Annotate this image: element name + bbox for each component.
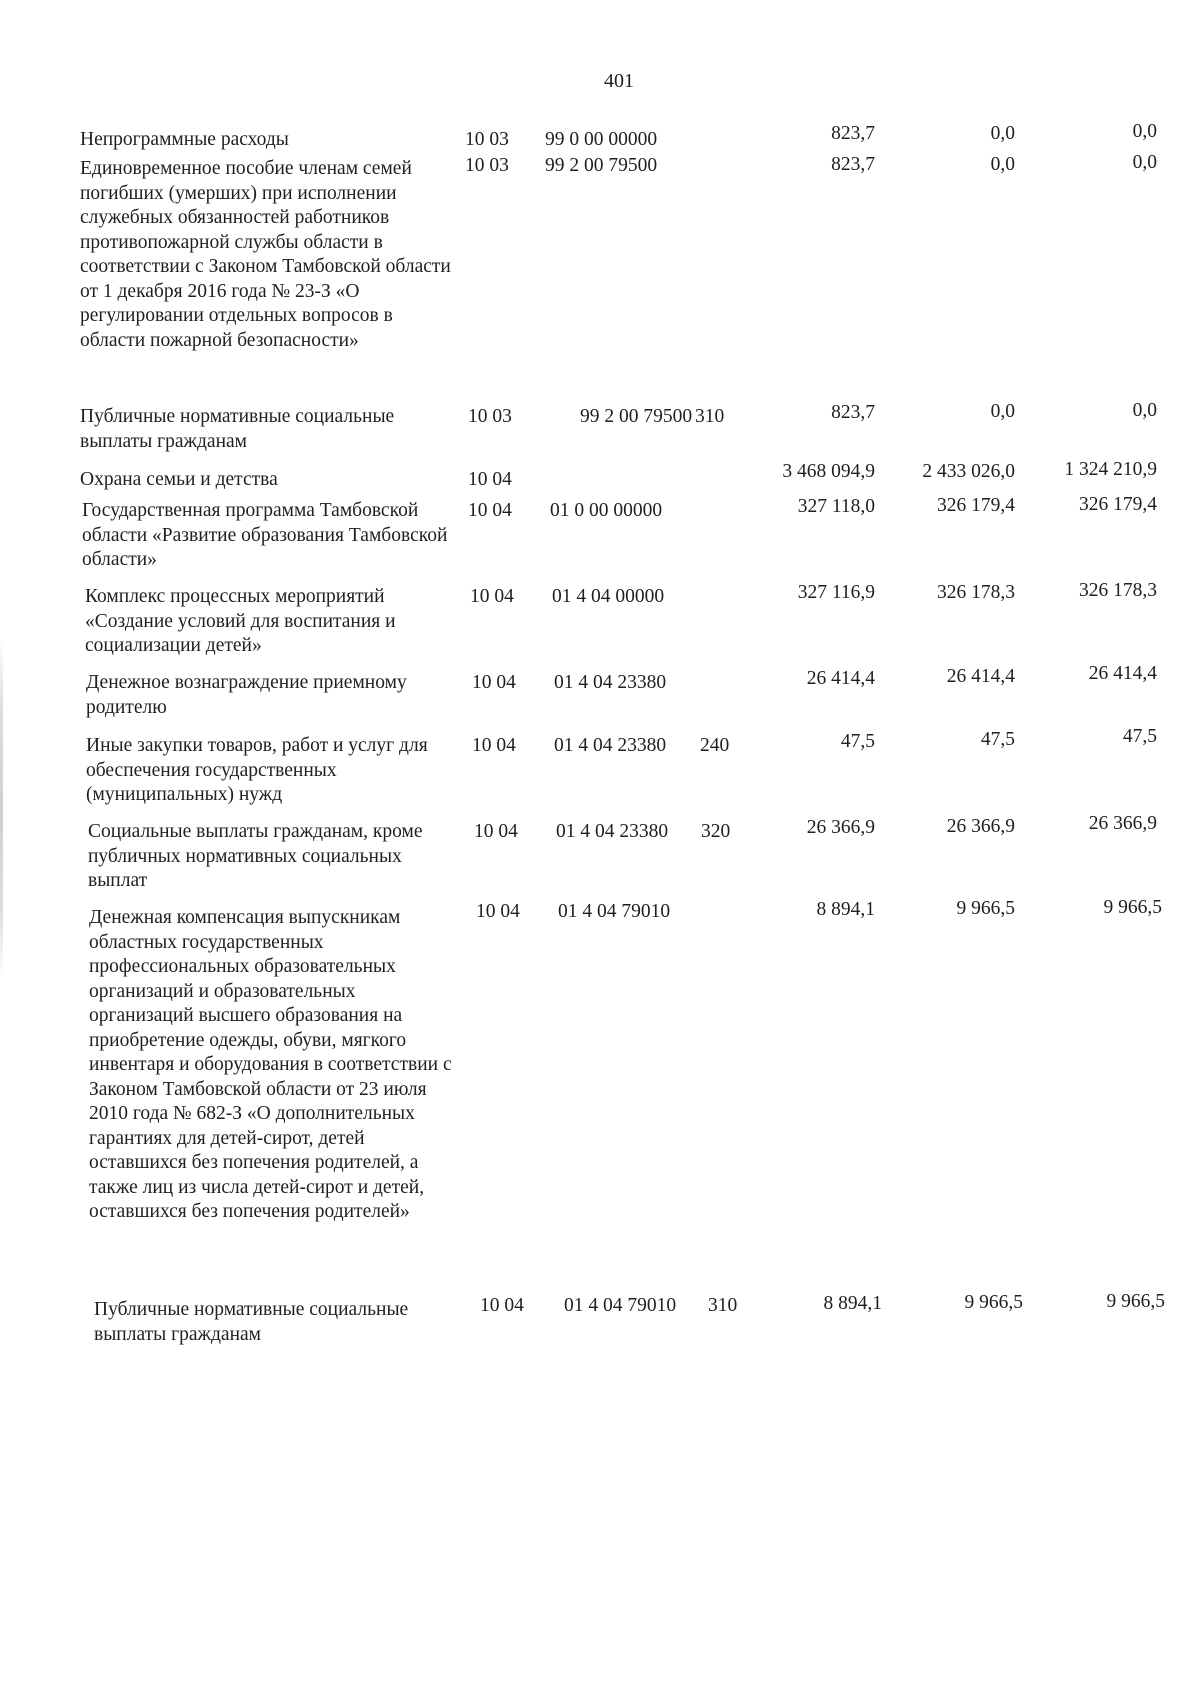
- row-target-article: 01 4 04 23380: [556, 821, 669, 842]
- row-amount-year-2: 47,5: [980, 729, 1015, 750]
- row-section: 10 03: [468, 406, 512, 427]
- row-section: 10 04: [468, 469, 512, 490]
- row-amount-year-3: 0,0: [1132, 152, 1157, 173]
- row-amount-year-2: 9 966,5: [956, 898, 1015, 919]
- row-amount-year-2: 326 179,4: [937, 495, 1015, 516]
- row-amount-year-3: 326 179,4: [1079, 494, 1157, 515]
- row-name: Охрана семьи и детства: [80, 469, 278, 490]
- row-name: Социальные выплаты гражданам, кроме публичных нормативных социальных выплат: [88, 821, 423, 891]
- row-amount-year-2: 326 178,3: [937, 582, 1015, 603]
- row-name: Публичные нормативные социальные выплаты гражданам: [94, 1299, 409, 1345]
- row-amount-year-3: 47,5: [1122, 726, 1157, 747]
- row-amount-year-1: 327 118,0: [797, 496, 875, 517]
- row-target-article: 01 4 04 23380: [554, 735, 667, 756]
- row-amount-year-1: 26 366,9: [806, 817, 875, 838]
- row-name: Непрограммные расходы: [80, 129, 289, 150]
- row-name: Публичные нормативные социальные выплаты гражданам: [80, 406, 395, 452]
- row-target-article: 99 0 00 00000: [545, 129, 658, 150]
- row-expense-type: 320: [701, 821, 731, 842]
- row-amount-year-1: 26 414,4: [806, 668, 875, 689]
- row-expense-type: 240: [700, 735, 730, 756]
- row-section: 10 04: [472, 672, 516, 693]
- row-section: 10 03: [465, 155, 509, 176]
- row-amount-year-3: 26 414,4: [1088, 663, 1157, 684]
- row-amount-year-2: 9 966,5: [964, 1292, 1023, 1313]
- row-target-article: 99 2 00 79500: [580, 406, 693, 427]
- row-amount-year-2: 26 366,9: [946, 816, 1015, 837]
- row-amount-year-3: 1 324 210,9: [1064, 459, 1157, 480]
- row-amount-year-3: 9 966,5: [1103, 897, 1162, 918]
- row-amount-year-1: 823,7: [831, 154, 875, 175]
- row-target-article: 01 4 04 00000: [552, 586, 665, 607]
- row-name: Единовременное пособие членам семей погибших (умерших) при исполнении служебных обязанностей работников противопожарной службы области в соответствии с Законом Тамбовской области от 1 декабря 2016 года № 23-З «О регулировании отдельных вопросов в области пожарной безопасности»: [80, 158, 451, 351]
- row-name: Государственная программа Тамбовской области «Развитие образования Тамбовской области»: [82, 500, 448, 570]
- row-amount-year-2: 2 433 026,0: [922, 461, 1015, 482]
- row-amount-year-3: 0,0: [1132, 121, 1157, 142]
- row-amount-year-2: 0,0: [990, 154, 1015, 175]
- row-target-article: 01 4 04 23380: [554, 672, 667, 693]
- row-name: Иные закупки товаров, работ и услуг для обеспечения государственных (муниципальных) нужд: [86, 735, 428, 805]
- row-expense-type: 310: [708, 1295, 738, 1316]
- row-expense-type: 310: [695, 406, 725, 427]
- row-amount-year-1: 823,7: [831, 402, 875, 423]
- row-amount-year-3: 326 178,3: [1079, 580, 1157, 601]
- row-section: 10 04: [474, 821, 518, 842]
- row-section: 10 04: [472, 735, 516, 756]
- row-amount-year-1: 8 894,1: [823, 1293, 882, 1314]
- row-amount-year-2: 26 414,4: [946, 666, 1015, 687]
- row-target-article: 01 4 04 79010: [558, 901, 671, 922]
- page-number: 401: [604, 70, 634, 92]
- row-amount-year-3: 0,0: [1132, 400, 1157, 421]
- row-amount-year-2: 0,0: [990, 401, 1015, 422]
- scan-edge-artifact: [0, 640, 3, 980]
- row-amount-year-1: 8 894,1: [816, 899, 875, 920]
- row-amount-year-3: 9 966,5: [1106, 1291, 1165, 1312]
- row-target-article: 99 2 00 79500: [545, 155, 658, 176]
- row-section: 10 03: [465, 129, 509, 150]
- row-section: 10 04: [480, 1295, 524, 1316]
- row-section: 10 04: [468, 500, 512, 521]
- row-section: 10 04: [476, 901, 520, 922]
- row-amount-year-1: 327 116,9: [797, 582, 875, 603]
- row-target-article: 01 0 00 00000: [550, 500, 663, 521]
- row-name: Денежная компенсация выпускникам областных государственных профессиональных образовательных организаций и образовательных организаций высшего образования на приобретение одежды, обуви, мягкого инвентаря и оборудования в соответствии с Законом Тамбовской области от 23 июля 2010 года № 682-З «О дополнительных гарантиях для детей-сирот, детей оставшихся без попечения родителей, а также лиц из числа детей-сирот и детей, оставшихся без попечения родителей»: [89, 907, 452, 1222]
- row-amount-year-1: 3 468 094,9: [782, 461, 875, 482]
- row-name: Денежное вознаграждение приемному родителю: [86, 672, 407, 718]
- row-name: Комплекс процессных мероприятий «Создание условий для воспитания и социализации детей»: [85, 586, 396, 656]
- row-target-article: 01 4 04 79010: [564, 1295, 677, 1316]
- row-section: 10 04: [470, 586, 514, 607]
- row-amount-year-3: 26 366,9: [1088, 813, 1157, 834]
- row-amount-year-1: 823,7: [831, 123, 875, 144]
- row-amount-year-2: 0,0: [990, 123, 1015, 144]
- row-amount-year-1: 47,5: [840, 731, 875, 752]
